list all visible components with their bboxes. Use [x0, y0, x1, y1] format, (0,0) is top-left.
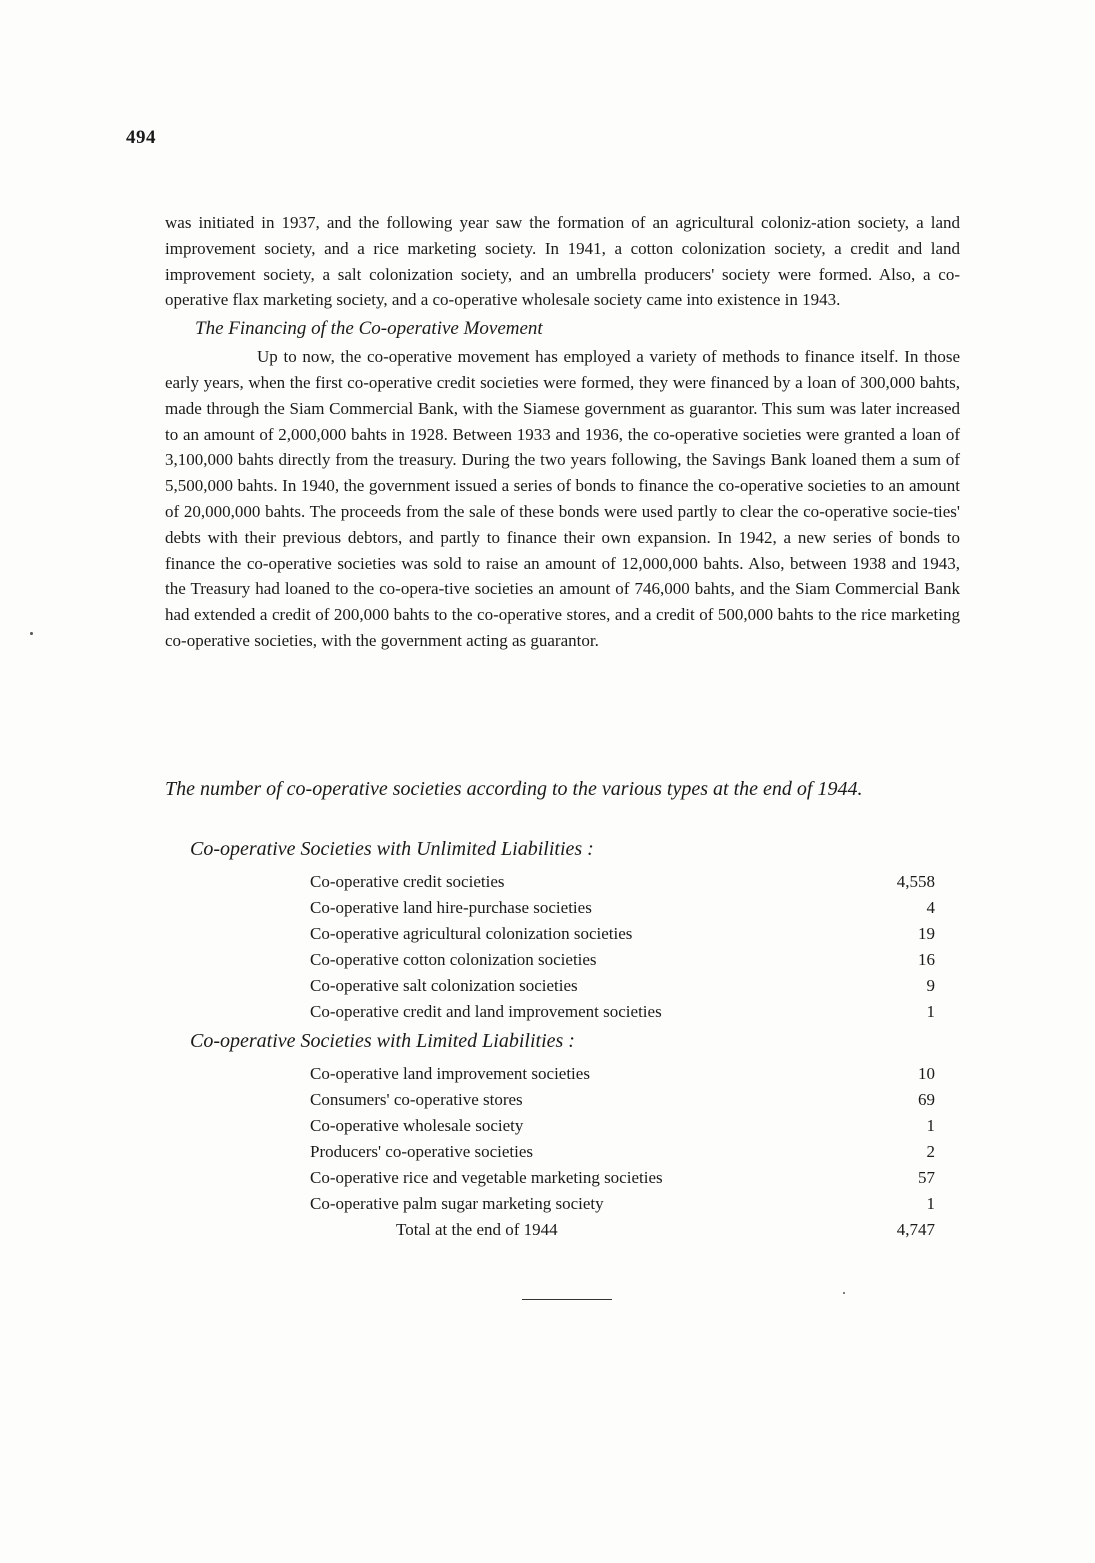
row-label: Co-operative wholesale society	[310, 1116, 524, 1135]
table-row	[310, 1090, 935, 1116]
total-row	[310, 1220, 935, 1246]
intro-paragraph: was initiated in 1937, and the following year saw the formation of an agricultural coloniz-ation society, a land improvement society, and a rice marketing society. In 1941, a cotton colonization society, a credit and land improvement society, a salt colonization society, and an umbrella producers' society were formed. Also, a co-operative flax marketing society, and a co-operative wholesale society came into existence in 1943.	[165, 213, 960, 310]
row-count: 69	[918, 1090, 935, 1109]
table-row	[310, 872, 935, 898]
row-label: Producers' co-operative societies	[310, 1142, 534, 1161]
row-label: Co-operative credit societies	[310, 872, 505, 891]
row-label: Co-operative salt colonization societies	[310, 976, 578, 995]
unlimited-liabilities-heading: Co-operative Societies with Unlimited Liabilities :	[190, 838, 594, 860]
row-label: Co-operative rice and vegetable marketing societies	[310, 1168, 663, 1187]
row-count: 4	[926, 898, 935, 917]
page-number: 494	[126, 127, 156, 148]
scan-speck	[843, 1292, 845, 1294]
table-intro: The number of co-operative societies according to the various types at the end of 1944.	[165, 778, 863, 800]
row-count: 16	[918, 950, 935, 969]
row-label: Co-operative cotton colonization societies	[310, 950, 597, 969]
row-count: 2	[926, 1142, 935, 1161]
row-label: Co-operative palm sugar marketing society	[310, 1194, 604, 1213]
table-row	[310, 1168, 935, 1194]
row-count: 10	[918, 1064, 935, 1083]
body-text	[165, 210, 960, 654]
table-row	[310, 1002, 935, 1028]
row-label: Consumers' co-operative stores	[310, 1090, 523, 1109]
table-row	[310, 1116, 935, 1142]
row-count: 57	[918, 1168, 935, 1187]
table-row	[310, 924, 935, 950]
row-count: 1	[926, 1194, 935, 1213]
table-row	[310, 1064, 935, 1090]
row-label: Co-operative land improvement societies	[310, 1064, 590, 1083]
total-count: 4,747	[896, 1220, 935, 1239]
total-label: Total at the end of 1944	[396, 1220, 558, 1239]
table-row	[310, 1194, 935, 1220]
closing-rule	[522, 1299, 612, 1300]
row-label: Co-operative land hire-purchase societies	[310, 898, 592, 917]
table-row	[310, 1142, 935, 1168]
table-row	[310, 950, 935, 976]
table-row	[310, 976, 935, 1002]
limited-liabilities-heading: Co-operative Societies with Limited Liabilities :	[190, 1030, 575, 1052]
financing-heading: The Financing of the Co-operative Movement	[195, 318, 543, 340]
table-row	[310, 898, 935, 924]
row-label: Co-operative credit and land improvement societies	[310, 1002, 662, 1021]
row-count: 4,558	[896, 872, 935, 891]
scan-speck	[30, 632, 33, 635]
row-count: 1	[926, 1002, 935, 1021]
row-label: Co-operative agricultural colonization societies	[310, 924, 633, 943]
row-count: 1	[926, 1116, 935, 1135]
row-count: 9	[926, 976, 935, 995]
row-count: 19	[918, 924, 935, 943]
financing-paragraph: Up to now, the co-operative movement has employed a variety of methods to finance itself. In those early years, when the first co-operative credit societies were formed, they were financed by a loan of 300,000 bahts, made through the Siam Commercial Bank, with the Siamese government as guarantor. This sum was later increased to an amount of 2,000,000 bahts in 1928. Between 1933 and 1936, the co-operative societies were granted a loan of 3,100,000 bahts directly from the treasury. During the two years following, the Savings Bank loaned them a sum of 5,500,000 bahts. In 1940, the government issued a series of bonds to finance the co-operative societies to an amount of 20,000,000 bahts. The proceeds from the sale of these bonds were used partly to clear the co-operative socie-ties' debts with their previous debtors, and partly to finance their own expansion. In 1942, a new series of bonds to finance the co-operative societies was sold to raise an amount of 12,000,000 bahts. Also, between 1938 and 1943, the Treasury had loaned to the co-opera-tive societies an amount of 746,000 bahts, and the Siam Commercial Bank had extended a credit of 200,000 bahts to the co-operative stores, and a credit of 500,000 bahts to the rice marketing co-operative societies, with the government acting as guarantor.	[165, 347, 960, 650]
